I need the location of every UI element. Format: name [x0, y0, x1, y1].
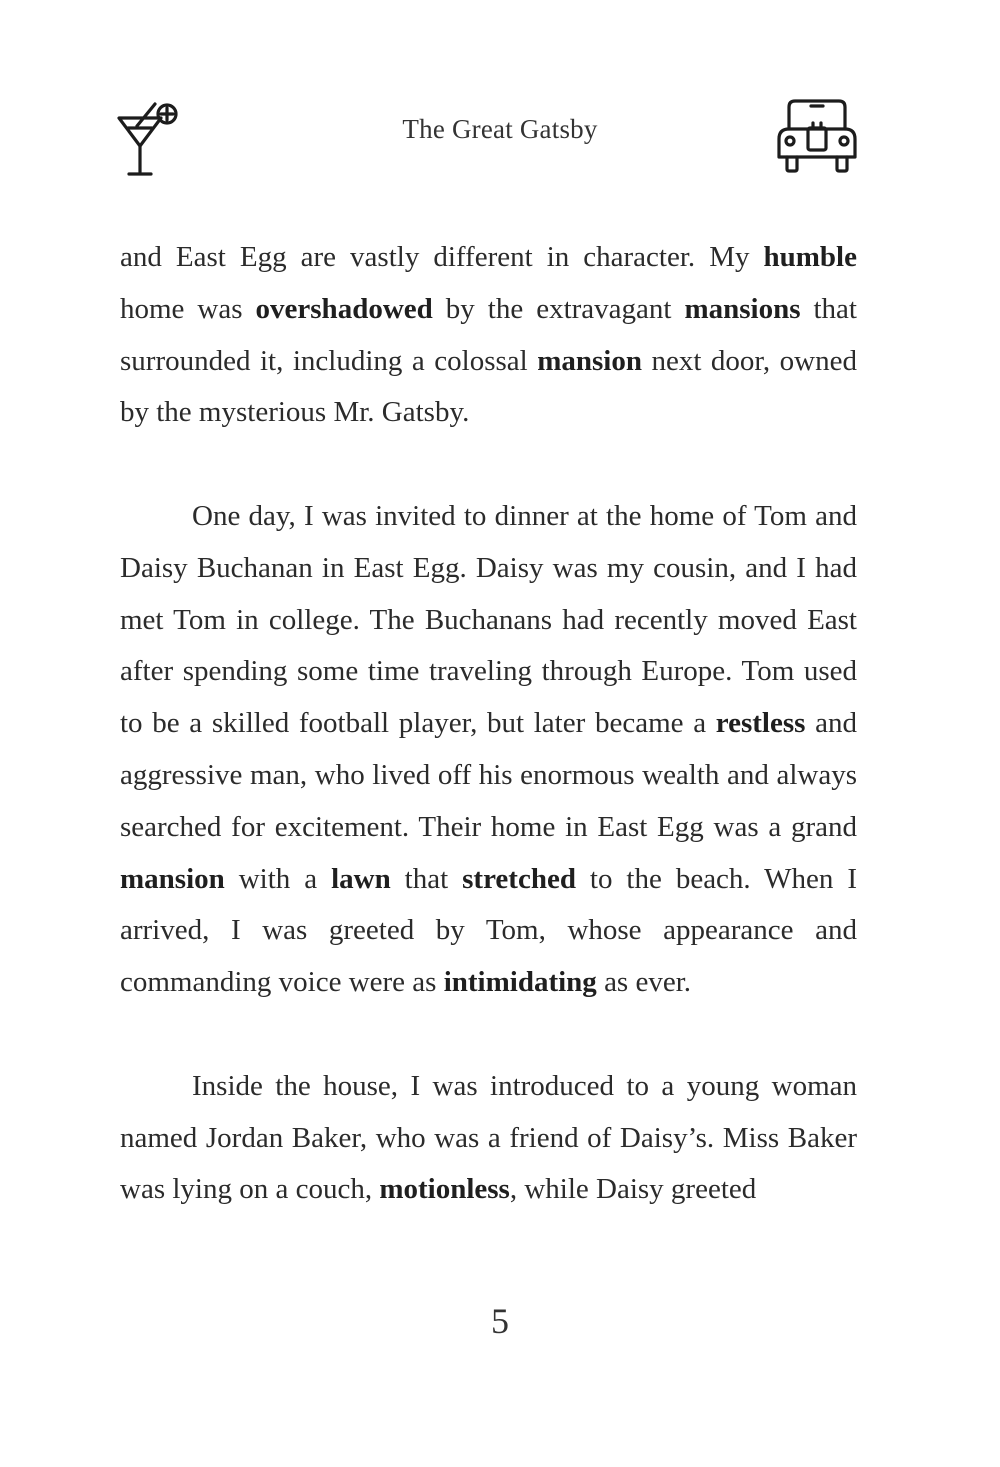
- page-number: 5: [491, 1301, 509, 1341]
- bold-vocabulary-word: mansion: [120, 862, 225, 895]
- bold-vocabulary-word: motionless: [379, 1173, 510, 1206]
- bold-vocabulary-word: lawn: [331, 862, 391, 895]
- bold-vocabulary-word: stretched: [462, 862, 576, 895]
- text-run: that: [390, 862, 463, 895]
- bold-vocabulary-word: overshadowed: [255, 292, 433, 325]
- text-run: One day, I was invited to dinner at the home of Tom and Daisy Buchanan in East Egg. Daisy was my cousin, and I had met Tom in college. The Buchanans had recently moved East after spending some time traveling through Europe. Tom used to be a skilled football player, but later became a: [120, 499, 857, 740]
- paragraph: [120, 1061, 857, 1216]
- text-run: , while Daisy greeted: [509, 1173, 757, 1206]
- text-run: home was: [120, 292, 256, 325]
- bold-vocabulary-word: restless: [715, 707, 806, 740]
- text-run: and East Egg are vastly different in character. My: [120, 241, 764, 273]
- text-run: by the extravagant: [432, 292, 685, 325]
- text-run: to the beach. When I arrived, I was greeted by Tom, whose appearance and commanding voice were as: [120, 862, 857, 999]
- book-title: The Great Gatsby: [402, 114, 598, 144]
- text-run: next door, owned by the mysterious Mr. Gatsby.: [120, 344, 857, 429]
- paragraph: [120, 491, 857, 1009]
- bold-vocabulary-word: intimidating: [443, 966, 597, 999]
- vintage-car-icon: [775, 95, 859, 177]
- text-run: with a: [224, 862, 332, 895]
- text-run: that surrounded it, including a colossal: [120, 292, 857, 377]
- page-body: [120, 232, 857, 1216]
- bold-vocabulary-word: mansion: [537, 344, 642, 377]
- paragraph: [120, 232, 857, 439]
- bold-vocabulary-word: humble: [763, 241, 857, 273]
- text-run: as ever.: [596, 966, 692, 999]
- bold-vocabulary-word: mansions: [684, 292, 801, 325]
- text-run: and aggressive man, who lived off his enormous wealth and always searched for excitement. Their home in East Egg was a grand: [120, 707, 857, 843]
- text-run: Inside the house, I was introduced to a young woman named Jordan Baker, who was a friend of Daisy’s. Miss Baker was lying on a couch,: [120, 1069, 857, 1206]
- page-header: [0, 90, 1000, 190]
